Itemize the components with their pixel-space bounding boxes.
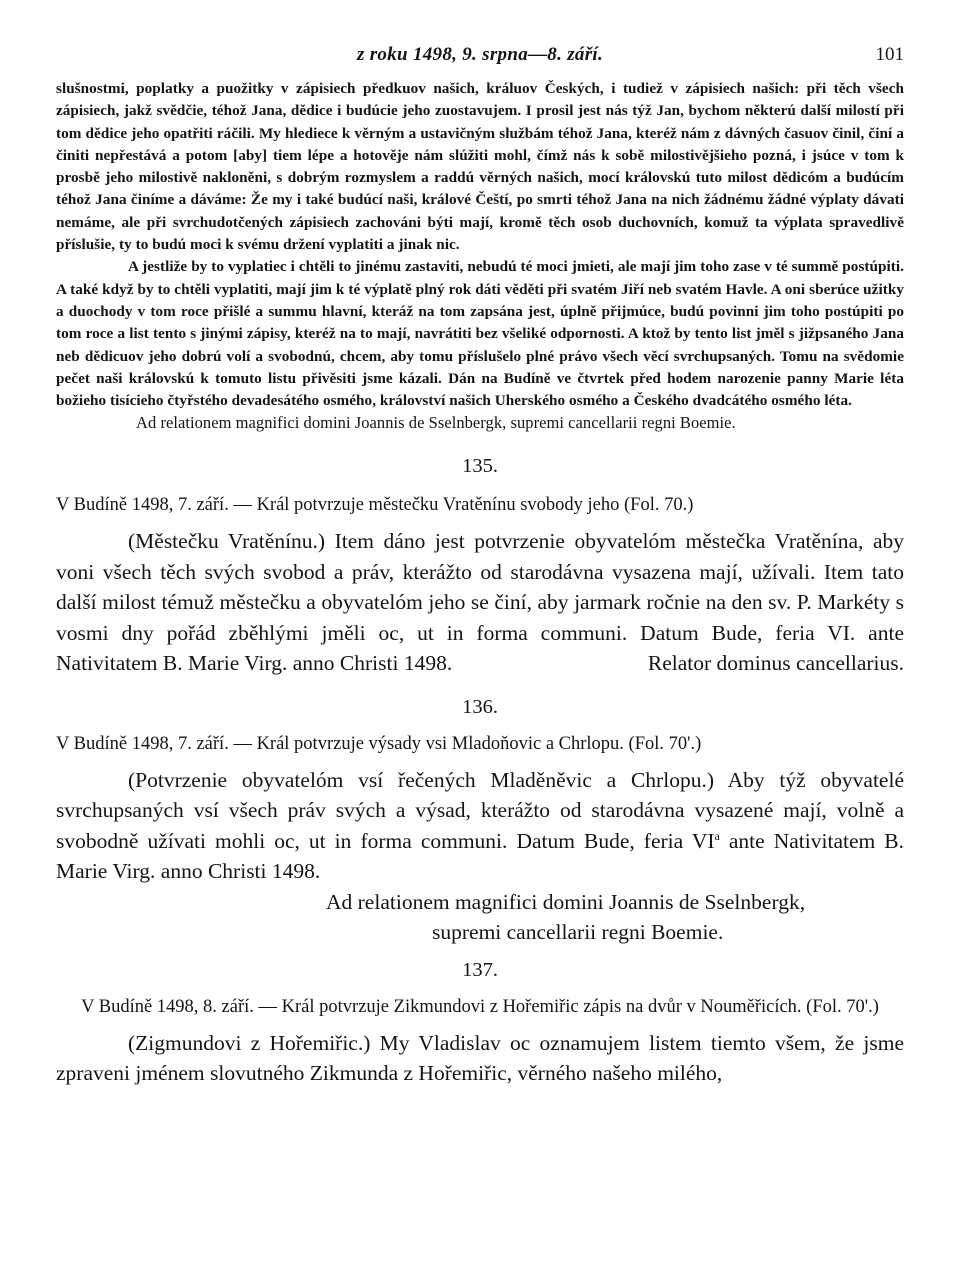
relation-note (56, 887, 904, 948)
document-number: 137. (462, 958, 498, 981)
document-text-end: ante Nativitatem B. Marie Virg. anno Christi 1498. (56, 828, 904, 884)
document-text (56, 526, 904, 679)
relation-line: Ad relationem magnifici domini Joannis de Sselnbergk, (326, 889, 806, 914)
document-text-content: (Potvrzenie obyvatelóm vsí řečených Mladěněvic a Chrlopu.) Aby týž obyvatelé svrchupsaných vsí všech práv svých a výsad, kterážto od starodávna vysazené mají, volně a svobodně užívati mohli oc, ut in forma communi. Datum Bude, feria VI (56, 767, 904, 853)
page (56, 44, 904, 1089)
document-137 (56, 958, 904, 1089)
document-135 (56, 454, 904, 679)
relation-line: supremi cancellarii regni Boemie. (432, 920, 724, 945)
superscript-a: a (714, 828, 720, 843)
page-number: 101 (875, 44, 904, 65)
document-136 (56, 695, 904, 948)
document-number: 135. (462, 455, 498, 478)
document-text (56, 765, 904, 887)
document-text-content: (Městečku Vratěnínu.) Item dáno jest potvrzenie obyvatelóm městečka Vratěnína, aby voni všech těch svých svobod a práv, kterážto od starodávna vysazena mají, užívali. Item tato další milost témuž městečku a obyvatelóm jeho se činí, aby jarmark ročnie na den sv. P. Markéty s vosmi dny pořád zběhlými jměli oc, ut in forma communi. Datum Bude, feria VI. ante Nativitatem B. Marie Virg. anno Christi 1498. (56, 529, 904, 676)
relation-note: Ad relationem magnifici domini Joannis de Sselnbergk, supremi cancellarii regni Boemie. (136, 413, 736, 433)
continuation-section (56, 78, 904, 434)
continuation-paragraph: A jestliže by to vyplatiec i chtěli to jinému zastaviti, nebudú té moci jmieti, ale mají jim toho zase v té summě postúpiti. A také když by to chtěli vyplatiti, mají jim k té výplatě plný rok dáti věděti při svatém Jiří neb svatém Havle. A oni sberúce užitky a duochody v tom roce přišlé a summu hlavní, kteráž na tom zapsána jest, úplně přijmúce, budú povinni jim toho postúpiti po tom roce a list tento s jinými zápisy, kteréž na to mají, navrátiti bez všeliké odpornosti. A ktož by tento list jměl s jižpsaného Jana neb dědicuov jeho dobrú volí a svobodnú, chcem, aby tomu příslušelo plné právo všech věcí svrchupsaných. Tomu na svědomie pečet naši královskú k tomuto listu přivěsiti jsme kázali. Dán na Budíně ve čtvrtek před hodem narozenie panny Marie léta božieho tisícieho čtyřstého devadesátého osmého, království našich Uherského osmého a Českého dvadcátého osmého léta. (56, 258, 904, 410)
document-regest: V Budíně 1498, 7. září. — Král potvrzuje městečku Vratěnínu svobody jeho (Fol. 70.) (56, 495, 694, 516)
document-text: (Zigmundovi z Hořemiřic.) My Vladislav oc oznamujem listem tiemto všem, že jsme zpraveni jménem slovutného Zikmunda z Hořemiřic, věrného našeho milého, (56, 1030, 904, 1086)
running-title: z roku 1498, 9. srpna—8. září. (356, 44, 604, 65)
document-regest: V Budíně 1498, 8. září. — Král potvrzuje Zikmundovi z Hořemiřic zápis na dvůr v Nouměřicích. (Fol. 70'.) (81, 996, 879, 1017)
continuation-paragraph: slušnostmi, poplatky a puožitky v zápisiech předkuov našich, králuov Českých, i tudiež v zápisiech našich: při těch všech zápisiech, jakž svědčie, téhož Jana, dědice i budúcie jeho zuostavujem. I prosil jest nás týž Jan, bychom některú další milostí při tom dědice jeho opatřiti ráčili. My hlediece k věrným a ustavičným službám téhož Jana, kteréž nám z dávných časuov činil, činí a činiti nepřestává a potom [aby] tiem lépe a hotověje nám slúžiti mohl, čímž nás k sobě milostivějšieho pozná, i jsúce v tom k prosbě jeho milostivě nakloněni, s dobrým rozmyslem a raddú věrných našich, mocí královskú tuto milost dědicóm a budúcím téhož Jana činíme a dáváme: Že my i také budúcí naši, králové Čeští, po smrti téhož Jana na nich žádnému žádné výplaty dávati nemáme, ale při svrchudotčených zápisiech zachováni býti mají, kromě těch osob duchovních, komuž ta výplata spravedlivě příslušie, ty to budú moci k svému držení vyplatiti a jinak nic. (56, 80, 904, 254)
relator-note: Relator dominus cancellarius. (647, 651, 904, 676)
running-head (56, 44, 904, 78)
document-regest: V Budíně 1498, 7. září. — Král potvrzuje výsady vsi Mladoňovic a Chrlopu. (Fol. 70'.) (56, 733, 702, 754)
document-number: 136. (462, 695, 498, 718)
